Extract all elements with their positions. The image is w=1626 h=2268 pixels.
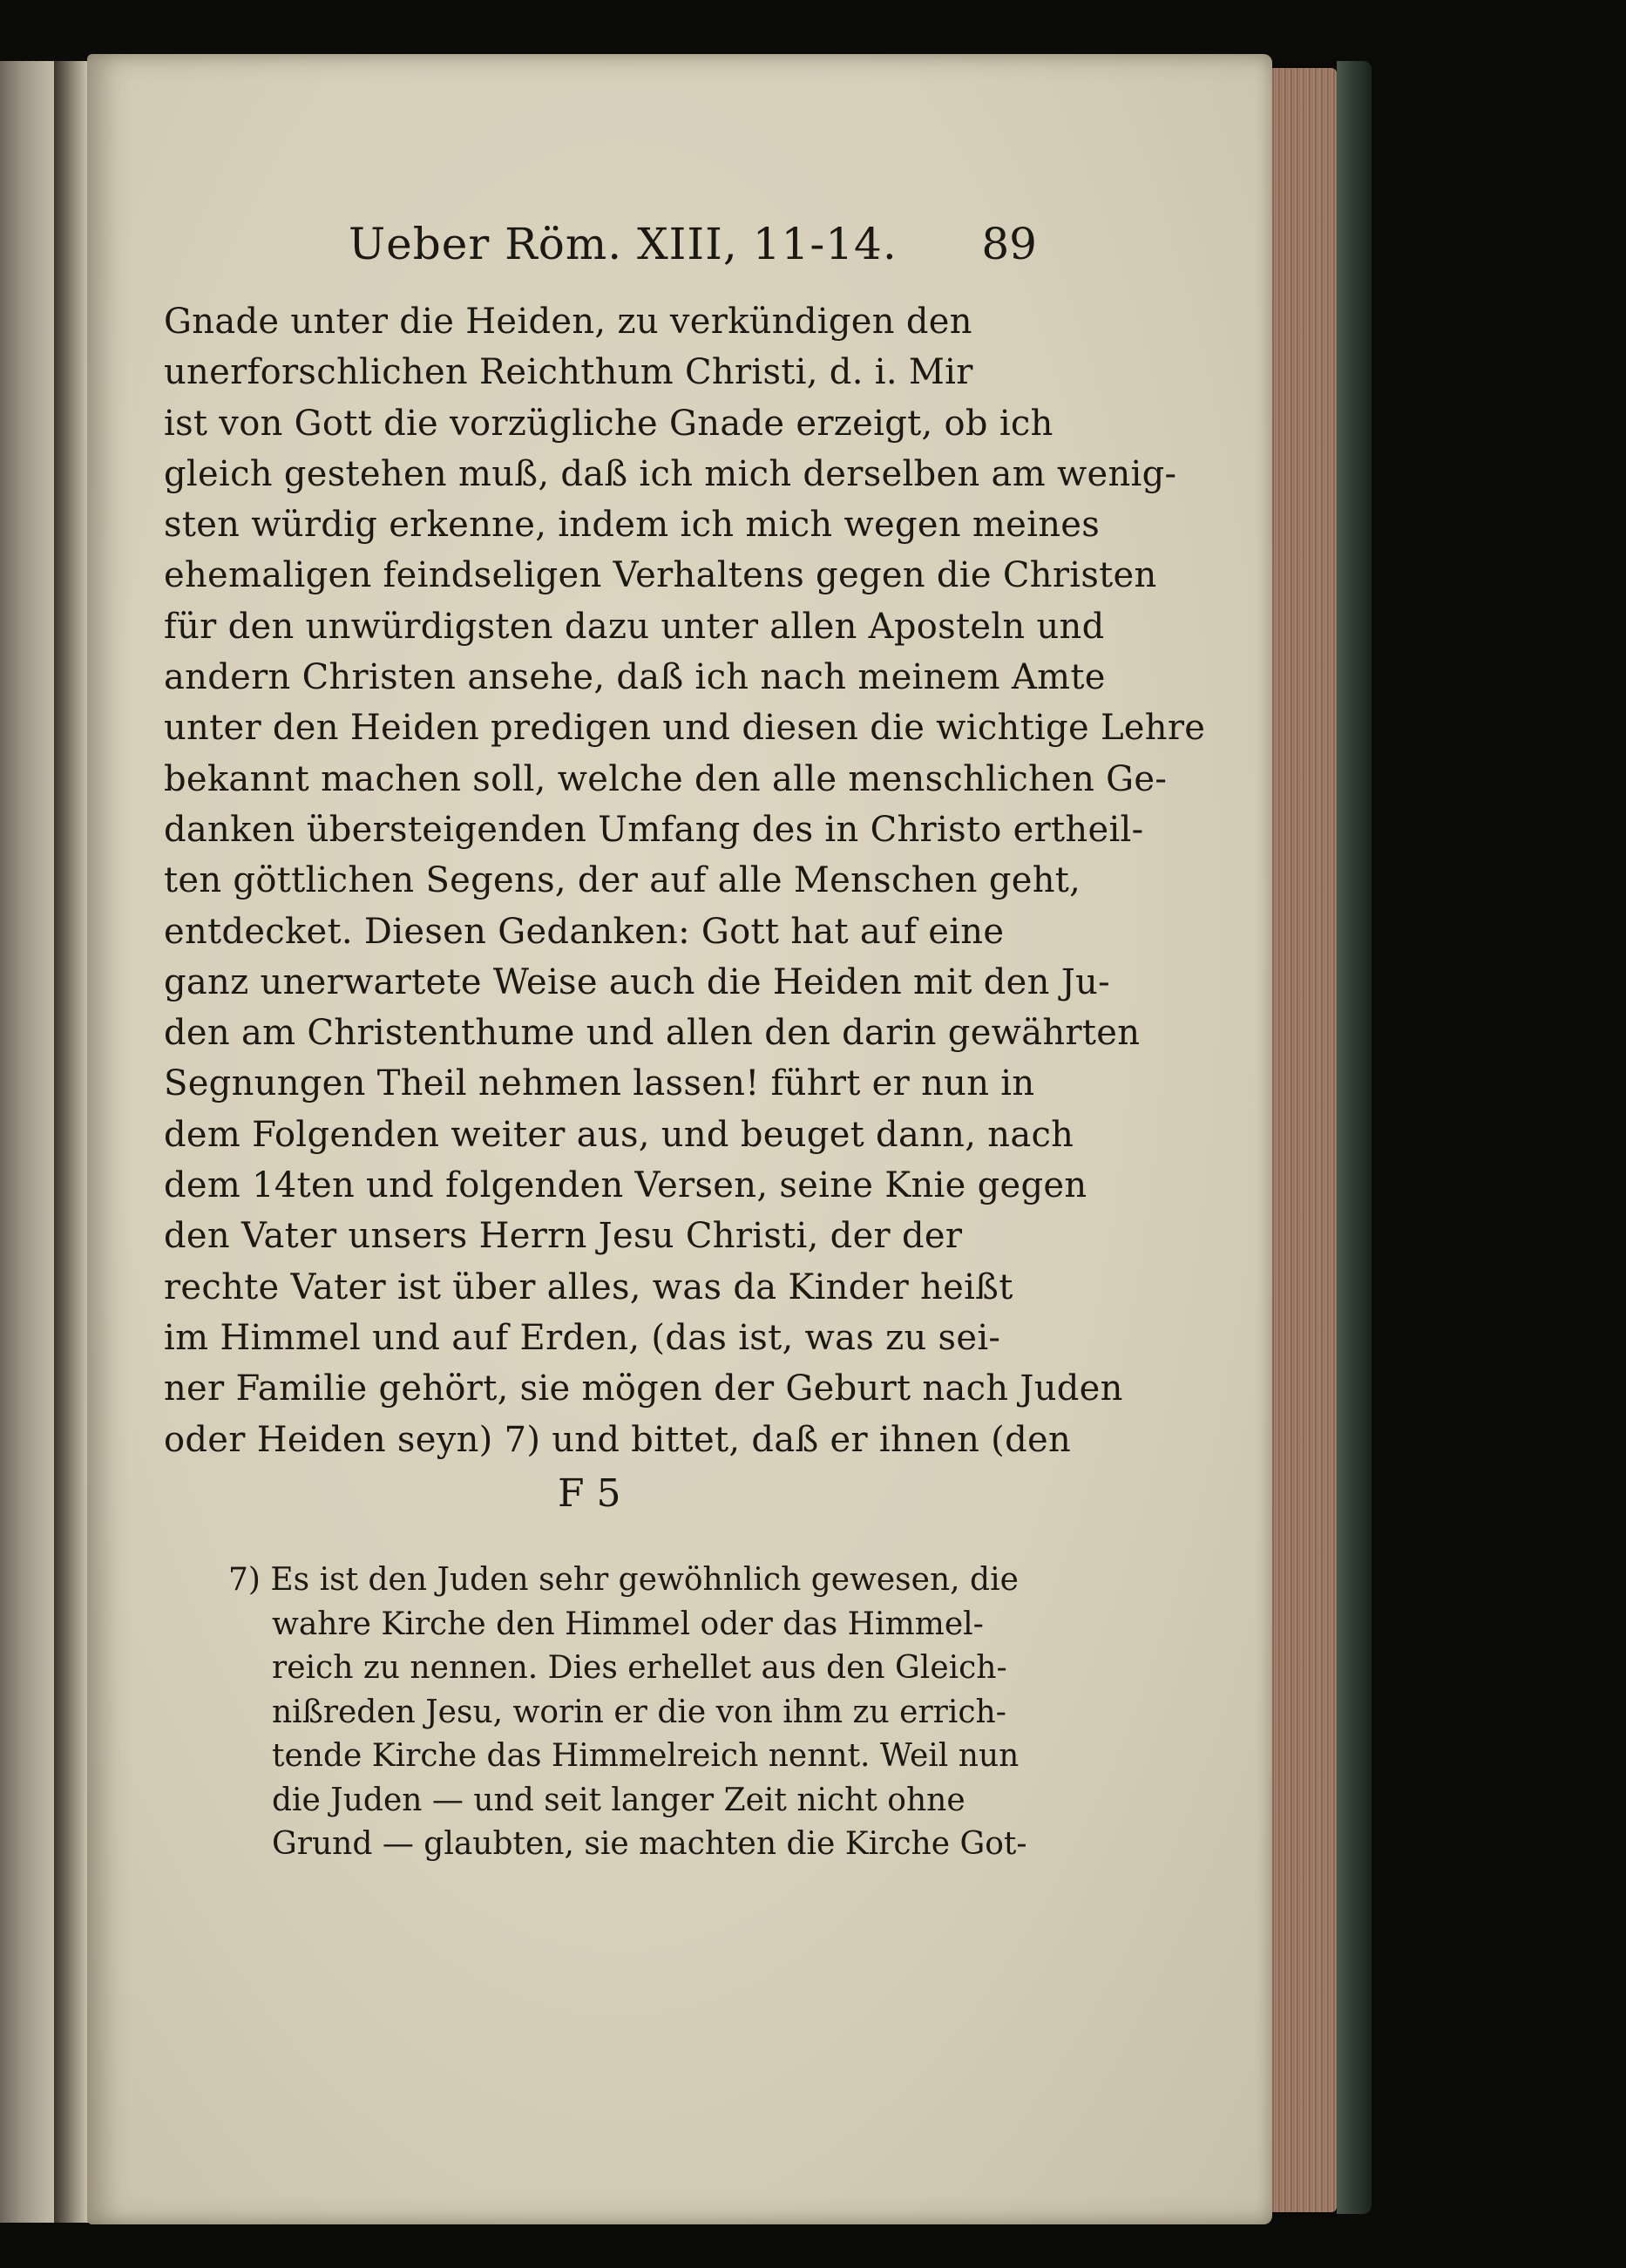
- body-line: im Himmel und auf Erden, (das ist, was zu sei-: [164, 1317, 1001, 1358]
- facing-page-edge: [0, 61, 54, 2223]
- body-line: ten göttlichen Segens, der auf alle Menschen geht,: [164, 860, 1081, 901]
- body-line: bekannt machen soll, welche den alle menschlichen Ge-: [164, 758, 1168, 799]
- page-header: [349, 209, 1037, 279]
- body-line: ner Familie gehört, sie mögen der Geburt nach Juden: [164, 1368, 1123, 1409]
- running-title: Ueber Röm. XIII, 11-14.: [349, 219, 898, 269]
- body-line: rechte Vater ist über alles, was da Kinder heißt: [164, 1266, 1013, 1307]
- body-line: für den unwürdigsten dazu unter allen Aposteln und: [164, 606, 1105, 647]
- body-line: ist von Gott die vorzügliche Gnade erzeigt, ob ich: [164, 403, 1054, 444]
- footnote-line: Grund — glaubten, sie machten die Kirche Got-: [272, 1826, 1027, 1862]
- footnote-line: reich zu nennen. Dies erhellet aus den Gleich-: [272, 1650, 1007, 1686]
- body-line: unerforschlichen Reichthum Christi, d. i. Mir: [164, 352, 973, 393]
- body-line: den Vater unsers Herrn Jesu Christi, der der: [164, 1216, 963, 1257]
- body-line: oder Heiden seyn) 7) und bittet, daß er ihnen (den: [164, 1419, 1072, 1460]
- page-block-edges: [1269, 68, 1337, 2212]
- body-line: ehemaligen feindseligen Verhaltens gegen die Christen: [164, 555, 1157, 596]
- body-line: den am Christenthume und allen den darin gewährten: [164, 1013, 1141, 1054]
- body-line: dem Folgenden weiter aus, und beuget dann, nach: [164, 1114, 1074, 1155]
- body-line: dem 14ten und folgenden Versen, seine Knie gegen: [164, 1165, 1087, 1206]
- page-number: 89: [981, 219, 1037, 269]
- body-line: unter den Heiden predigen und diesen die wichtige Lehre: [164, 708, 1206, 749]
- body-line: Segnungen Theil nehmen lassen! führt er nun in: [164, 1063, 1035, 1104]
- book-gutter: [54, 61, 89, 2223]
- footnote-line: nißreden Jesu, worin er die von ihm zu errich-: [272, 1694, 1006, 1730]
- body-text: [164, 296, 1206, 1465]
- footnote-line: tende Kirche das Himmelreich nennt. Weil nun: [272, 1738, 1020, 1774]
- body-line: Gnade unter die Heiden, zu verkündigen den: [164, 302, 972, 342]
- body-line: andern Christen ansehe, daß ich nach meinem Amte: [164, 657, 1106, 698]
- footnote: [228, 1558, 1026, 1867]
- body-line: sten würdig erkenne, indem ich mich wegen meines: [164, 505, 1101, 546]
- body-line: gleich gestehen muß, daß ich mich derselben am wenig-: [164, 453, 1177, 494]
- footnote-line: 7) Es ist den Juden sehr gewöhnlich gewesen, die: [228, 1562, 1019, 1598]
- body-line: entdecket. Diesen Gedanken: Gott hat auf eine: [164, 911, 1005, 952]
- footnote-line: wahre Kirche den Himmel oder das Himmel-: [272, 1606, 984, 1642]
- body-line: ganz unerwartete Weise auch die Heiden mit den Ju-: [164, 961, 1110, 1002]
- signature-mark: F 5: [558, 1471, 621, 1516]
- footnote-line: die Juden — und seit langer Zeit nicht ohne: [272, 1782, 965, 1818]
- body-line: danken übersteigenden Umfang des in Christo ertheil-: [164, 809, 1144, 850]
- book-cover-edge: [1337, 61, 1372, 2214]
